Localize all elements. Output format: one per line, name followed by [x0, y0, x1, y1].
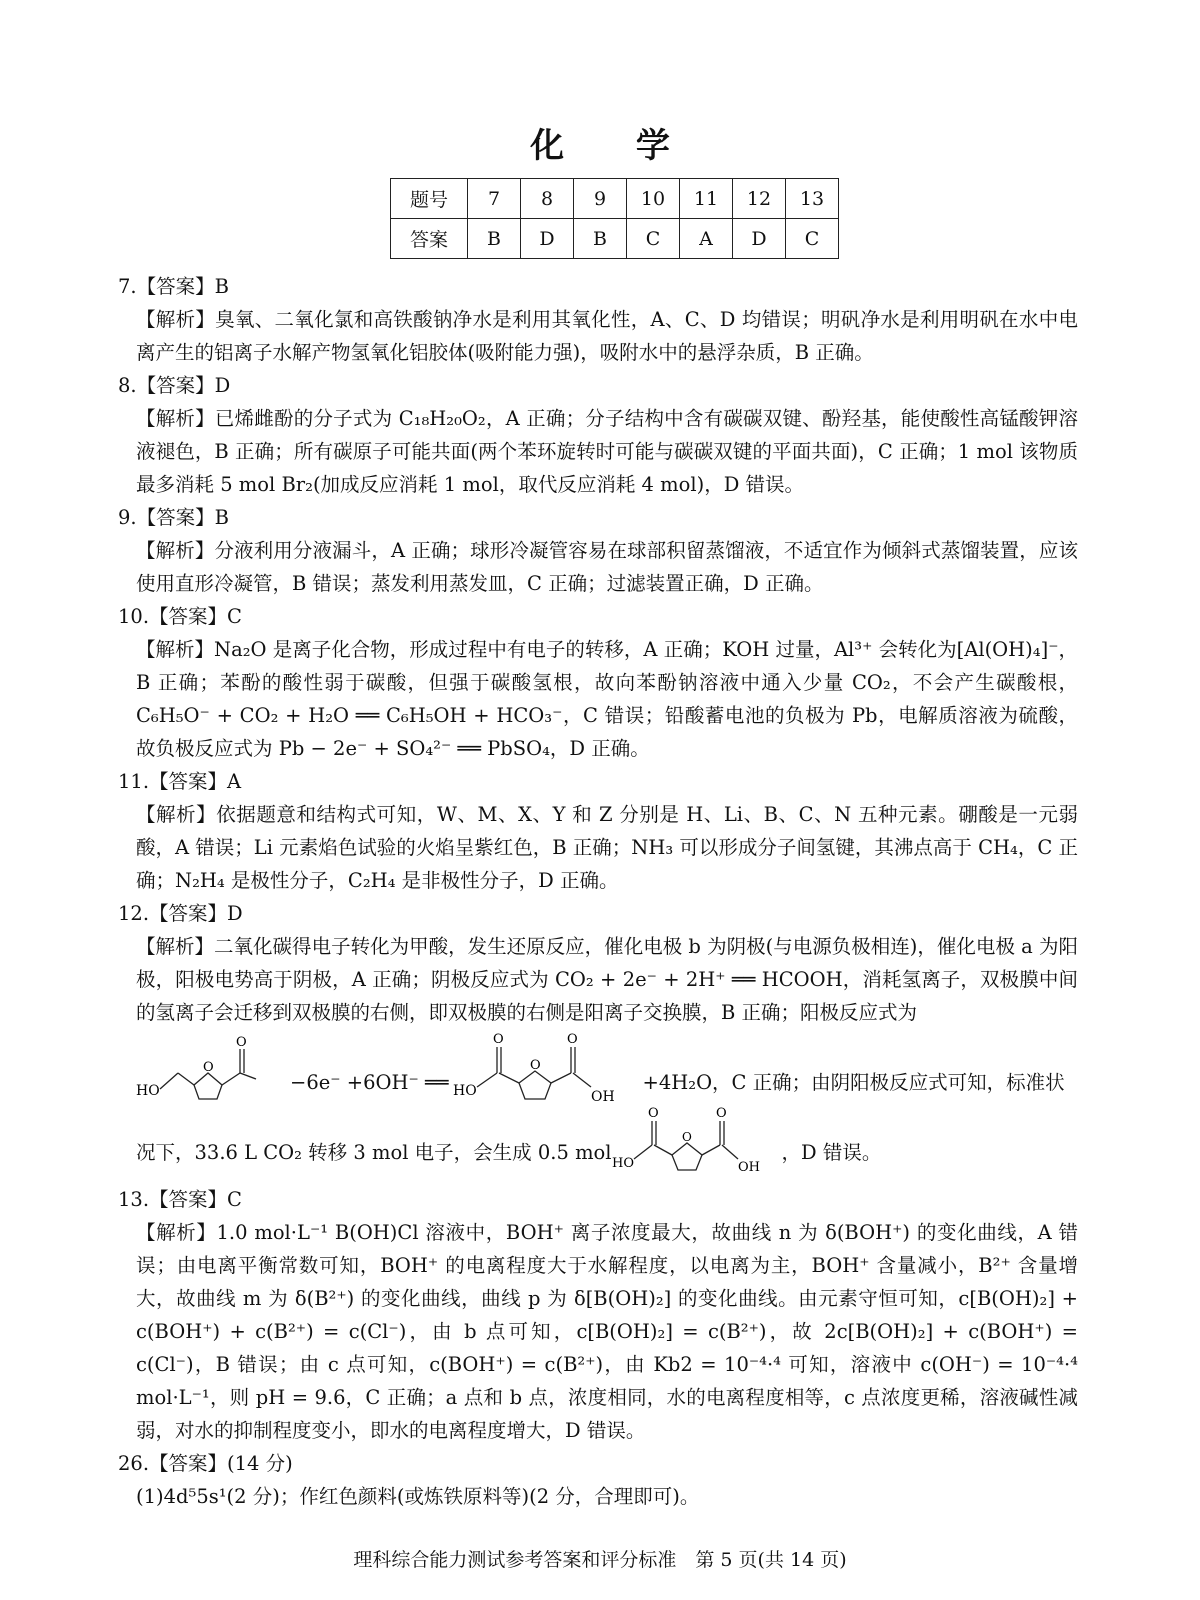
- page-footer: 理科综合能力测试参考答案和评分标准 第 5 页(共 14 页): [353, 1549, 847, 1571]
- q8-explanation: 【解析】已烯雌酚的分子式为 C₁₈H₂₀O₂，A 正确；分子结构中含有碳碳双键、酚羟基，能使酸性高锰酸钾溶液褪色，B 正确；所有碳原子可能共面(两个苯环旋转时可能与碳碳双键的平面共面)，C 正确；1 mol 该物质最多消耗 5 mol Br₂(加成反应消耗 1 mol，取代反应消耗 4 mol)，D 错误。: [136, 407, 1078, 496]
- hmf-structure: [136, 1035, 286, 1105]
- q7-answer: 7.【答案】B: [118, 275, 229, 298]
- answer-table: [390, 178, 839, 259]
- q9-explanation: 【解析】分液利用分液漏斗，A 正确；球形冷凝管容易在球部积留蒸馏液，不适宜作为倾斜式蒸馏装置，应该使用直形冷凝管，B 错误；蒸发利用蒸发皿，C 正确；过滤装置正确，D 正确。: [136, 539, 1078, 595]
- table-head-number: 题号: [391, 179, 468, 219]
- q10-explanation: 【解析】Na₂O 是离子化合物，形成过程中有电子的转移，A 正确；KOH 过量，Al³⁺ 会转化为[Al(OH)₄]⁻，B 正确；苯酚的酸性弱于碳酸，但强于碳酸氢根，故向苯酚钠溶液中通入少量 CO₂，不会产生碳酸根，C₆H₅O⁻ + CO₂ + H₂O ══ C₆H₅OH + HCO₃⁻，C 错误；铅酸蓄电池的负极为 Pb，电解质溶液为硫酸，故负极反应式为 Pb − 2e⁻ + SO₄²⁻ ══ PbSO₄，D 正确。: [136, 638, 1078, 760]
- table-cell: A: [680, 219, 733, 259]
- line2-tail: ，D 错误。: [781, 1141, 882, 1164]
- table-cell: 10: [627, 179, 680, 219]
- ho-label: HO: [136, 1083, 160, 1099]
- table-cell: 9: [574, 179, 627, 219]
- table-cell: B: [468, 219, 521, 259]
- q13-explanation: 【解析】1.0 mol·L⁻¹ B(OH)Cl 溶液中，BOH⁺ 离子浓度最大，故曲线 n 为 δ(BOH⁺) 的变化曲线，A 错误；由电离平衡常数可知，BOH⁺ 的电离程度大于水解程度，以电离为主，BOH⁺ 含量减小，B²⁺ 含量增大，故曲线 m 为 δ(B²⁺) 的变化曲线，曲线 p 为 δ[B(OH)₂] 的变化曲线。由元素守恒可知，c[B(OH)₂] + c(BOH⁺) + c(B²⁺) = c(Cl⁻)，由 b 点可知，c[B(OH)₂] = c(B²⁺)，故 2c[B(OH)₂] + c(BOH⁺) = c(Cl⁻)，B 错误；由 c 点可知，c(BOH⁺) = c(B²⁺)，由 Kb2 = 10⁻⁴·⁴ 可知，溶液中 c(OH⁻) = 10⁻⁴·⁴ mol·L⁻¹，则 pH = 9.6，C 正确；a 点和 b 点，浓度相同，水的电离程度相等，c 点浓度更稀，溶液碱性减弱，对水的抑制程度变小，即水的电离程度增大，D 错误。: [136, 1221, 1078, 1442]
- ho-label: HO: [452, 1083, 477, 1099]
- table-row-numbers: [391, 179, 839, 219]
- q26-part1: (1)4d⁵5s¹(2 分)；作红色颜料(或炼铁原料等)(2 分，合理即可)。: [136, 1485, 700, 1508]
- table-cell: C: [627, 219, 680, 259]
- line2-head: 况下，33.6 L CO₂ 转移 3 mol 电子，会生成 0.5 mol: [136, 1141, 612, 1164]
- carbonyl-o-label: O: [566, 1032, 578, 1047]
- eq-tail: +4H₂O，C 正确；由阴阳极反应式可知，标准状: [642, 1071, 1065, 1094]
- table-cell: 11: [680, 179, 733, 219]
- ring-o-label: O: [529, 1058, 541, 1073]
- q12-anode-equation: [136, 1029, 1078, 1105]
- q9-answer: 9.【答案】B: [118, 506, 229, 529]
- oh-label: OH: [590, 1089, 615, 1105]
- table-cell: 7: [468, 179, 521, 219]
- table-cell: B: [574, 219, 627, 259]
- fdca-structure: [453, 1029, 643, 1105]
- carbonyl-o-label: O: [236, 1035, 247, 1050]
- carbonyl-o-label: O: [647, 1106, 659, 1121]
- table-cell: 12: [733, 179, 786, 219]
- answer-content: [118, 270, 1078, 1513]
- table-row-answers: [391, 219, 839, 259]
- table-cell: 13: [786, 179, 839, 219]
- q12-line2: [136, 1105, 1078, 1175]
- q13-answer: 13.【答案】C: [118, 1188, 242, 1211]
- table-cell: D: [521, 219, 574, 259]
- q26-answer: 26.【答案】(14 分): [118, 1452, 293, 1475]
- carbonyl-o-label: O: [715, 1106, 727, 1121]
- ho-label: HO: [611, 1156, 634, 1171]
- fdca-structure: [612, 1105, 782, 1175]
- ring-o-label: O: [681, 1130, 692, 1144]
- carbonyl-o-label: O: [492, 1032, 504, 1047]
- q12-explanation: 【解析】二氧化碳得电子转化为甲酸，发生还原反应，催化电极 b 为阴极(与电源负极相连)，催化电极 a 为阳极，阳极电势高于阴极，A 正确；阴极反应式为 CO₂ + 2e⁻ + 2H⁺ ══ HCOOH，消耗氢离子，双极膜中间的氢离子会迁移到双极膜的右侧，即双极膜的右侧是阳离子交换膜，B 正确；阳极反应式为: [136, 935, 1078, 1024]
- q11-answer: 11.【答案】A: [118, 770, 242, 793]
- eq-middle: −6e⁻ +6OH⁻ ══: [290, 1071, 449, 1094]
- q11-explanation: 【解析】依据题意和结构式可知，W、M、X、Y 和 Z 分别是 H、Li、B、C、N 五种元素。硼酸是一元弱酸，A 错误；Li 元素焰色试验的火焰呈紫红色，B 正确；NH₃ 可以形成分子间氢键，其沸点高于 CH₄，C 正确；N₂H₄ 是极性分子，C₂H₄ 是非极性分子，D 正确。: [136, 803, 1078, 892]
- q12-answer: 12.【答案】D: [118, 902, 243, 925]
- table-head-answer: 答案: [391, 219, 468, 259]
- q10-answer: 10.【答案】C: [118, 605, 242, 628]
- table-cell: C: [786, 219, 839, 259]
- q8-answer: 8.【答案】D: [118, 374, 231, 397]
- page-title: 化 学: [530, 126, 700, 166]
- table-cell: 8: [521, 179, 574, 219]
- table-cell: D: [733, 219, 786, 259]
- ring-o-label: O: [203, 1060, 214, 1075]
- oh-label: OH: [737, 1160, 760, 1175]
- q7-explanation: 【解析】臭氧、二氧化氯和高铁酸钠净水是利用其氧化性，A、C、D 均错误；明矾净水是利用明矾在水中电离产生的铝离子水解产物氢氧化铝胶体(吸附能力强)，吸附水中的悬浮杂质，B 正确。: [136, 308, 1078, 364]
